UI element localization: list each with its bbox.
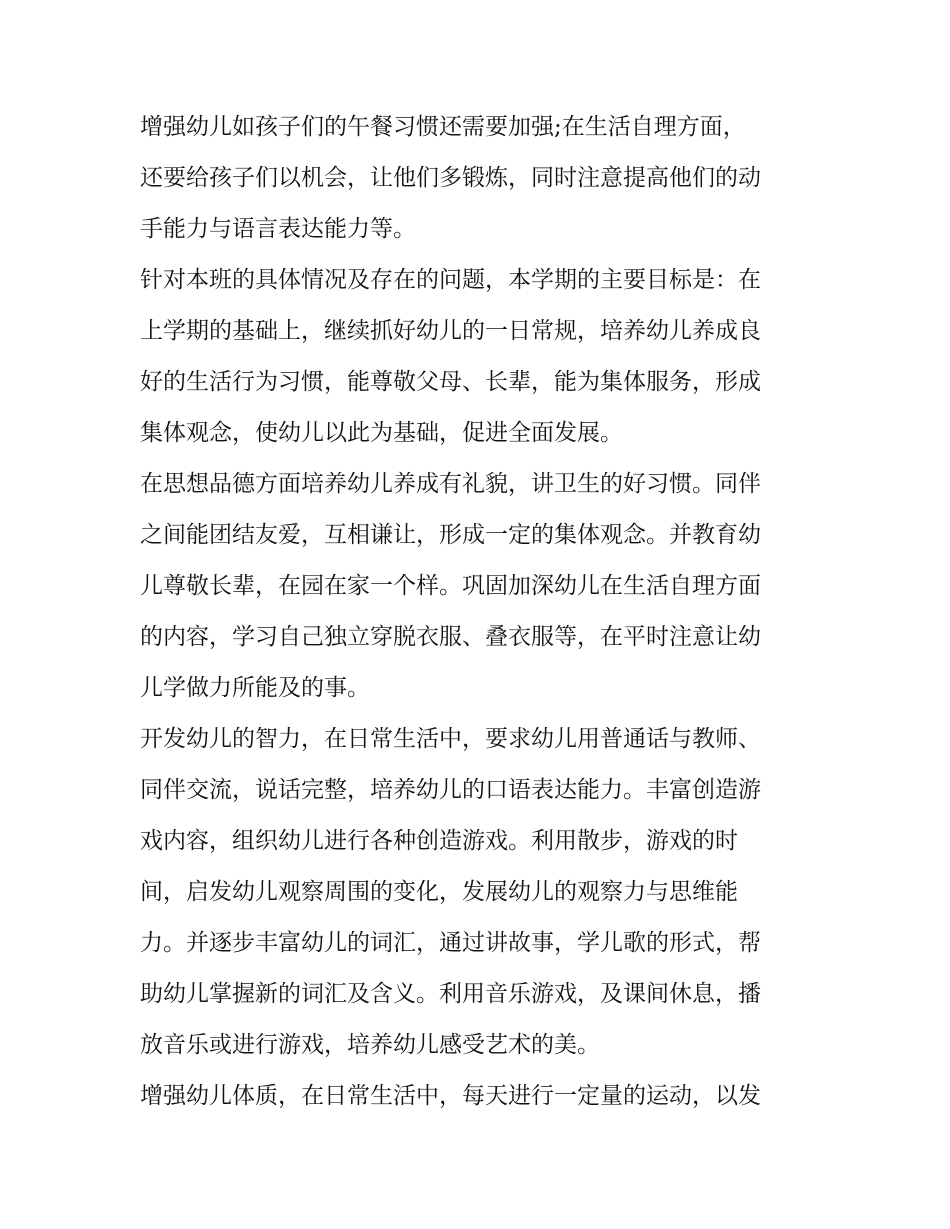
text-line: 之间能团结友爱，互相谦让，形成一定的集体观念。并教育幼 — [140, 522, 761, 548]
text-line: 好的生活行为习惯，能尊敬父母、长辈，能为集体服务，形成 — [140, 369, 761, 395]
text-line: 放音乐或进行游戏，培养幼儿感受艺术的美。 — [140, 1032, 600, 1058]
text-line: 的内容，学习自己独立穿脱衣服、叠衣服等，在平时注意让幼 — [140, 624, 761, 650]
document-body — [140, 102, 820, 1122]
text-line: 增强幼儿如孩子们的午餐习惯还需要加强;在生活自理方面， — [140, 114, 746, 140]
text-line: 在思想品德方面培养幼儿养成有礼貌，讲卫生的好习惯。同伴 — [140, 471, 761, 497]
text-line: 上学期的基础上，继续抓好幼儿的一日常规，培养幼儿养成良 — [140, 318, 761, 344]
text-line: 针对本班的具体情况及存在的问题，本学期的主要目标是：在 — [140, 267, 761, 293]
text-line: 手能力与语言表达能力等。 — [140, 216, 416, 242]
text-line: 集体观念，使幼儿以此为基础，促进全面发展。 — [140, 420, 623, 446]
text-line: 间，启发幼儿观察周围的变化，发展幼儿的观察力与思维能 — [140, 879, 738, 905]
text-line: 戏内容，组织幼儿进行各种创造游戏。利用散步，游戏的时 — [140, 828, 738, 854]
text-line: 力。并逐步丰富幼儿的词汇，通过讲故事，学儿歌的形式，帮 — [140, 930, 761, 956]
text-line: 还要给孩子们以机会，让他们多锻炼，同时注意提高他们的动 — [140, 165, 761, 191]
text-line: 同伴交流，说话完整，培养幼儿的口语表达能力。丰富创造游 — [140, 777, 761, 803]
text-line: 儿尊敬长辈，在园在家一个样。巩固加深幼儿在生活自理方面 — [140, 573, 761, 599]
text-line: 增强幼儿体质，在日常生活中，每天进行一定量的运动，以发 — [140, 1083, 761, 1109]
text-line: 助幼儿掌握新的词汇及含义。利用音乐游戏，及课间休息，播 — [140, 981, 761, 1007]
text-line: 儿学做力所能及的事。 — [140, 675, 370, 701]
text-line: 开发幼儿的智力，在日常生活中，要求幼儿用普通话与教师、 — [140, 726, 761, 752]
